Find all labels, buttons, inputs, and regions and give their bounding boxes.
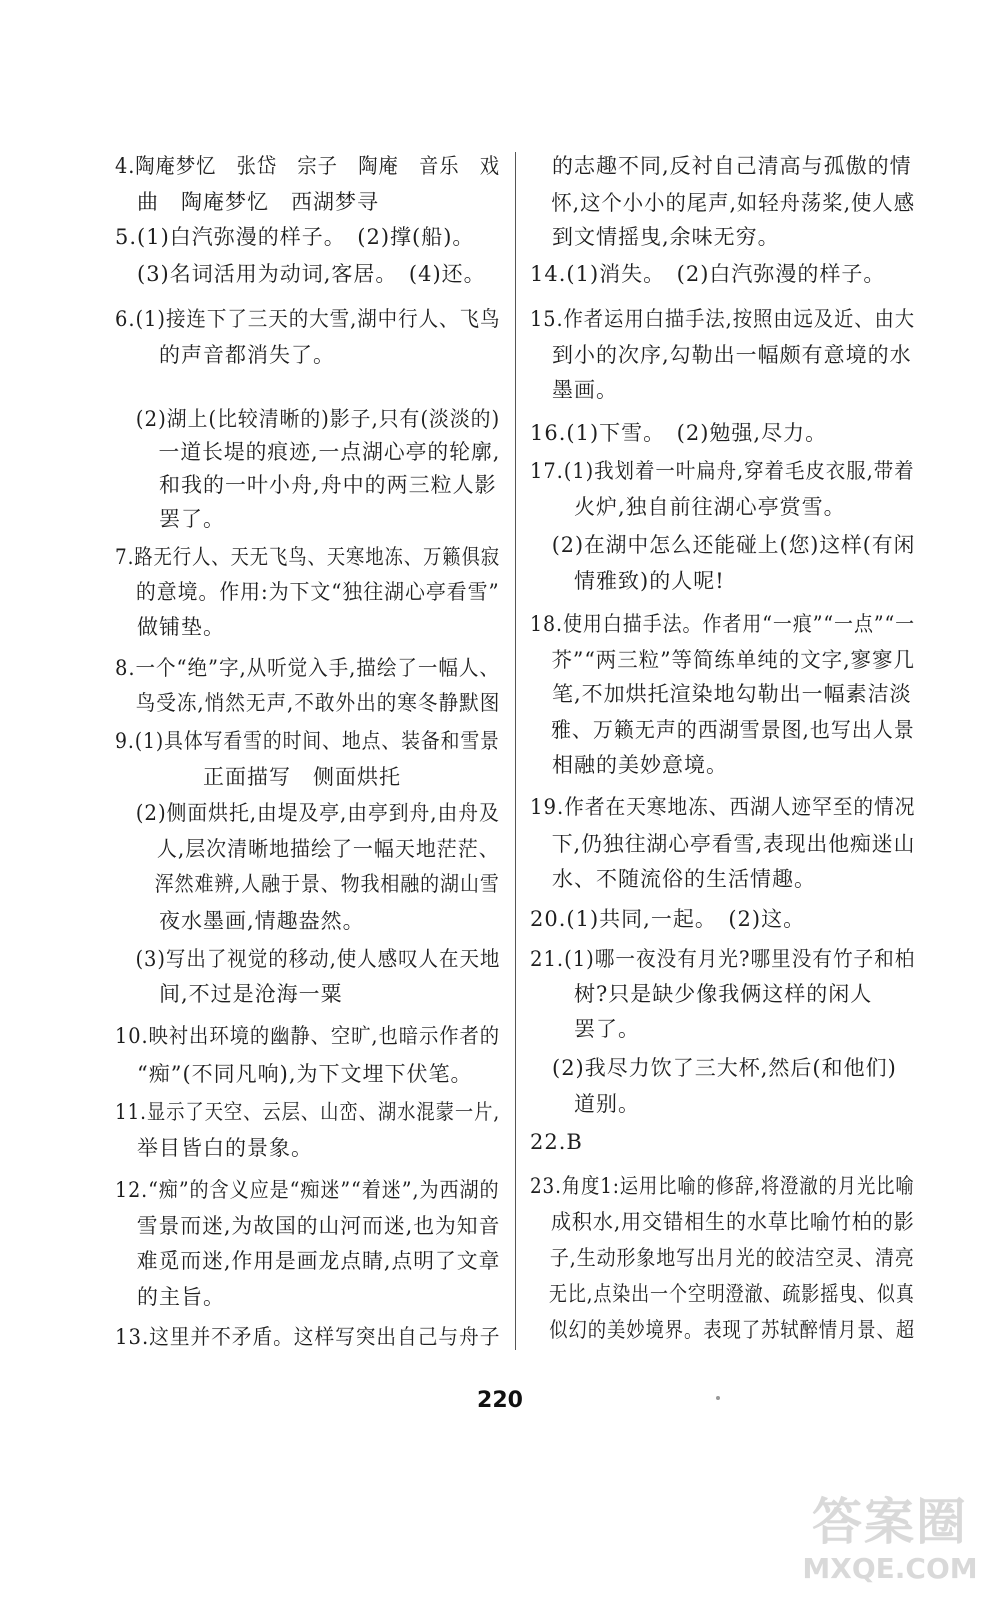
text-line: 的志趣不同,反衬自己清高与孤傲的情 — [530, 154, 912, 178]
text-line: 5.(1)白汽弥漫的样子。 (2)撑(船)。 — [115, 225, 475, 249]
text-line: (2)湖上(比较清晰的)影子,只有(淡淡的) — [115, 407, 501, 431]
text-line: 树?只是缺少像我俩这样的闲人 — [530, 982, 873, 1006]
page-number: 220 — [477, 1388, 523, 1413]
text-line: 19.作者在天寒地冻、西湖人迹罕至的情况 — [530, 795, 916, 819]
text-line: 水、不随流俗的生活情趣。 — [530, 867, 816, 891]
text-line: 罢了。 — [530, 1017, 640, 1041]
text-line: 7.路无行人、天无飞鸟、天寒地冻、万籁俱寂 — [115, 545, 501, 569]
text-line: 20.(1)共同,一起。 (2)这。 — [530, 907, 806, 931]
text-line: 16.(1)下雪。 (2)勉强,尽力。 — [530, 421, 828, 445]
text-line: 浑然难辨,人融于景、物我相融的湖山雪 — [115, 872, 500, 896]
text-line: 下,仍独往湖心亭看雪,表现出他痴迷山 — [530, 832, 916, 856]
text-line: 鸟受冻,悄然无声,不敢外出的寒冬静默图 — [115, 691, 501, 715]
text-line: 6.(1)接连下了三天的大雪,湖中行人、飞鸟 — [115, 307, 501, 331]
text-line: 11.显示了天空、云层、山峦、湖水混蒙一片, — [115, 1100, 501, 1124]
text-line: “痴”(不同凡响),为下文埋下伏笔。 — [115, 1062, 473, 1086]
text-line: 难觅而迷,作用是画龙点睛,点明了文章 — [115, 1249, 501, 1273]
text-line: 12.“痴”的含义应是“痴迷”“着迷”,为西湖的 — [115, 1178, 500, 1202]
text-line: (3)写出了视觉的移动,使人感叹人在天地 — [115, 947, 501, 971]
column-divider — [515, 152, 516, 1350]
text-line: (2)侧面烘托,由堤及亭,由亭到舟,由舟及 — [115, 801, 500, 825]
text-line: 的主旨。 — [115, 1285, 225, 1309]
text-line: 17.(1)我划着一叶扁舟,穿着毛皮衣服,带着 — [530, 459, 915, 483]
text-line: 21.(1)哪一夜没有月光?哪里没有竹子和柏 — [530, 947, 916, 971]
text-line: 夜水墨画,情趣盎然。 — [115, 909, 365, 933]
text-line: 芥”“两三粒”等简练单纯的文字,寥寥几 — [530, 648, 915, 672]
text-line: 4.陶庵梦忆 张岱 宗子 陶庵 音乐 戏 — [115, 154, 501, 178]
text-line: 子,生动形象地写出月光的皎洁空灵、清亮 — [530, 1246, 915, 1270]
text-line: 曲 陶庵梦忆 西湖梦寻 — [115, 190, 379, 214]
text-line: 举目皆白的景象。 — [115, 1136, 313, 1160]
text-line: 15.作者运用白描手法,按照由远及近、由大 — [530, 307, 916, 331]
text-line: 怀,这个小小的尾声,如轻舟荡桨,使人感 — [530, 191, 916, 215]
text-line: 道别。 — [530, 1092, 640, 1116]
text-line: 的意境。作用:为下文“独往湖心亭看雪” — [115, 580, 500, 604]
text-line: (2)我尽力饮了三大杯,然后(和他们) — [530, 1056, 897, 1080]
text-line: 23.角度1:运用比喻的修辞,将澄澈的月光比喻 — [530, 1174, 915, 1198]
scan-speck — [716, 1396, 720, 1400]
text-line: 一道长堤的痕迹,一点湖心亭的轮廓, — [115, 440, 501, 464]
text-line: 9.(1)具体写看雪的时间、地点、装备和雪景 — [115, 729, 500, 753]
text-line: 罢了。 — [115, 507, 225, 531]
text-line: 相融的美妙意境。 — [530, 753, 728, 777]
text-line: 火炉,独自前往湖心亭赏雪。 — [530, 495, 846, 519]
text-line: 雪景而迷,为故国的山河而迷,也为知音 — [115, 1214, 501, 1238]
text-line: 墨画。 — [530, 378, 618, 402]
text-line: 到小的次序,勾勒出一幅颇有意境的水 — [530, 343, 912, 367]
text-line: 似幻的美妙境界。表现了苏轼醉情月景、超 — [530, 1318, 915, 1342]
text-line: 雅、万籁无声的西湖雪景图,也写出人景 — [530, 718, 915, 742]
text-line: 间,不过是沧海一粟 — [115, 982, 343, 1006]
text-line: 笔,不加烘托渲染地勾勒出一幅素洁淡 — [530, 682, 912, 706]
text-line: 的声音都消失了。 — [115, 343, 335, 367]
text-line: (2)在湖中怎么还能碰上(您)这样(有闲 — [530, 533, 916, 557]
text-line: 情雅致)的人呢! — [530, 569, 725, 593]
text-line: 到文情摇曳,余味无穷。 — [530, 225, 780, 249]
text-line: 22.B — [530, 1130, 583, 1154]
text-line: 做铺垫。 — [115, 615, 225, 639]
text-line: 和我的一叶小舟,舟中的两三粒人影 — [115, 473, 497, 497]
text-line: (3)名词活用为动词,客居。 (4)还。 — [115, 262, 486, 286]
text-line: 18.使用白描手法。作者用“一痕”“一点”“一 — [530, 612, 916, 636]
text-line: 14.(1)消失。 (2)白汽弥漫的样子。 — [530, 262, 886, 286]
text-line: 无比,点染出一个空明澄澈、疏影摇曳、似真 — [530, 1282, 915, 1306]
watermark — [790, 1482, 990, 1594]
watermark-title: 答案圈 — [812, 1493, 968, 1551]
text-line: 正面描写 侧面烘托 — [115, 765, 401, 789]
text-line: 13.这里并不矛盾。这样写突出自己与舟子 — [115, 1325, 501, 1349]
text-line: 10.映衬出环境的幽静、空旷,也暗示作者的 — [115, 1024, 501, 1048]
text-line: 人,层次清晰地描绘了一幅天地茫茫、 — [115, 837, 500, 861]
watermark-url: MXQE.COM — [802, 1552, 978, 1585]
text-line: 8.一个“绝”字,从听觉入手,描绘了一幅人、 — [115, 656, 500, 680]
text-line: 成积水,用交错相生的水草比喻竹柏的影 — [530, 1210, 915, 1234]
